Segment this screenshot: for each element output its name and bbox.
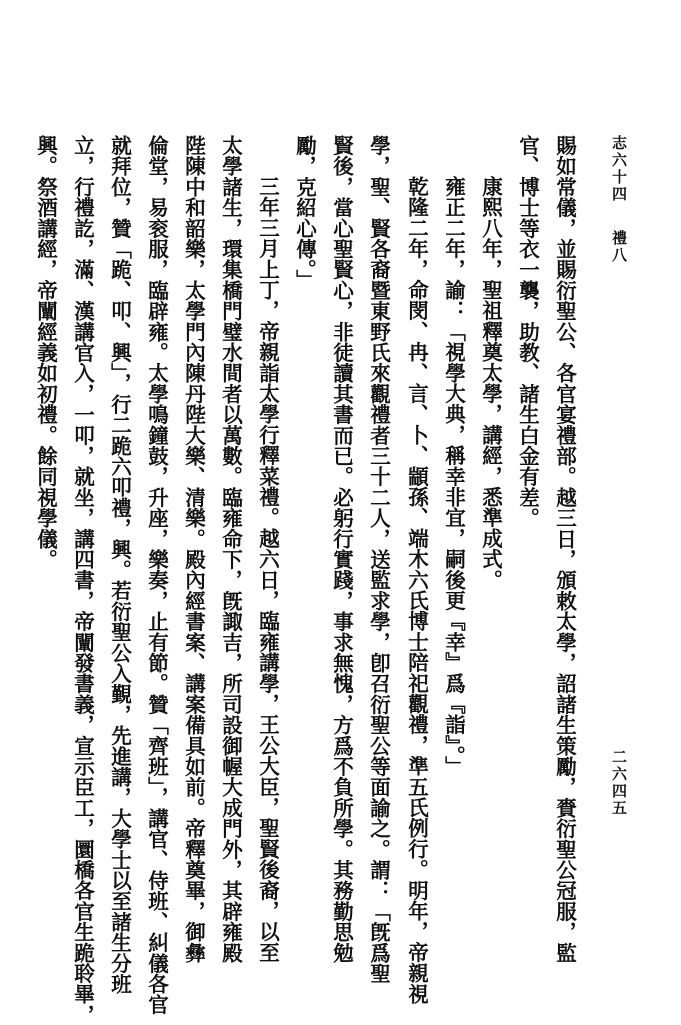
chapter-label: 志六十四 [610,135,628,203]
page-number: 二六四五 [610,749,628,817]
text-column: 立，行禮訖，滿、漢講官入，一叩，就坐，講四書，帝闡發書義，宣示臣工，圜橋各官生跪聆畢， [70,135,95,1025]
text-column: 倫堂，易衮服，臨辟雍。太學鳴鐘鼓，升座，樂奏，止有節。贊「齊班」，講官、侍班、糾儀各官 [144,135,169,1015]
text-column: 太學諸生，環集橋門璧水間者以萬數。臨雍命下，旣諏吉，所司設御幄大成門外，其辟雍殿 [218,135,243,963]
text-column: 官、博士等衣一襲，助教、諸生白金有差。 [515,135,540,529]
text-column: 學，聖、賢各裔暨東野氏來觀禮者三十二人，送監求學，卽召衍聖公等面諭之。謂：「旣爲聖 [366,135,391,984]
text-column: 雍正二年，諭：「視學大典，稱幸非宜，嗣後更『幸』爲『詣』。」 [441,176,466,777]
text-column: 就拜位，贊「跪、叩、興」，行二跪六叩禮，興。若衍聖公入覲，先進講，大學士以至諸生分班 [107,135,132,995]
text-column: 乾隆二年，命閔、冉、言、卜、顓孫、端木六氏博士陪祀觀禮，準五氏例行。明年，帝親視 [404,176,429,1004]
text-column: 興。祭酒講經，帝闡經義如初禮。餘同視學儀。 [33,135,58,570]
text-column: 康熙八年，聖祖釋奠太學，講經，悉準成式。 [478,176,503,590]
text-column: 賢後，當心聖賢心，非徒讀其書而已。必躬行實踐，事求無愧，方爲不負所學。其務勤思勉 [329,135,354,963]
text-column: 賜如常儀，並賜衍聖公、各官宴禮部。越三日，頒敕太學，詔諸生策勵，賚衍聖公冠服，監 [552,135,577,963]
text-column: 勵，克紹心傳。」 [292,135,317,291]
section-label: 禮八 [610,230,628,264]
text-column: 陛陳中和韶樂，太學門內陳丹陛大樂、清樂。殿內經書案、講案備具如前。帝釋奠畢，御彝 [181,135,206,963]
text-column: 三年三月上丁，帝親詣太學行釋菜禮。越六日，臨雍講學，王公大臣，聖賢後裔，以至 [255,176,280,963]
